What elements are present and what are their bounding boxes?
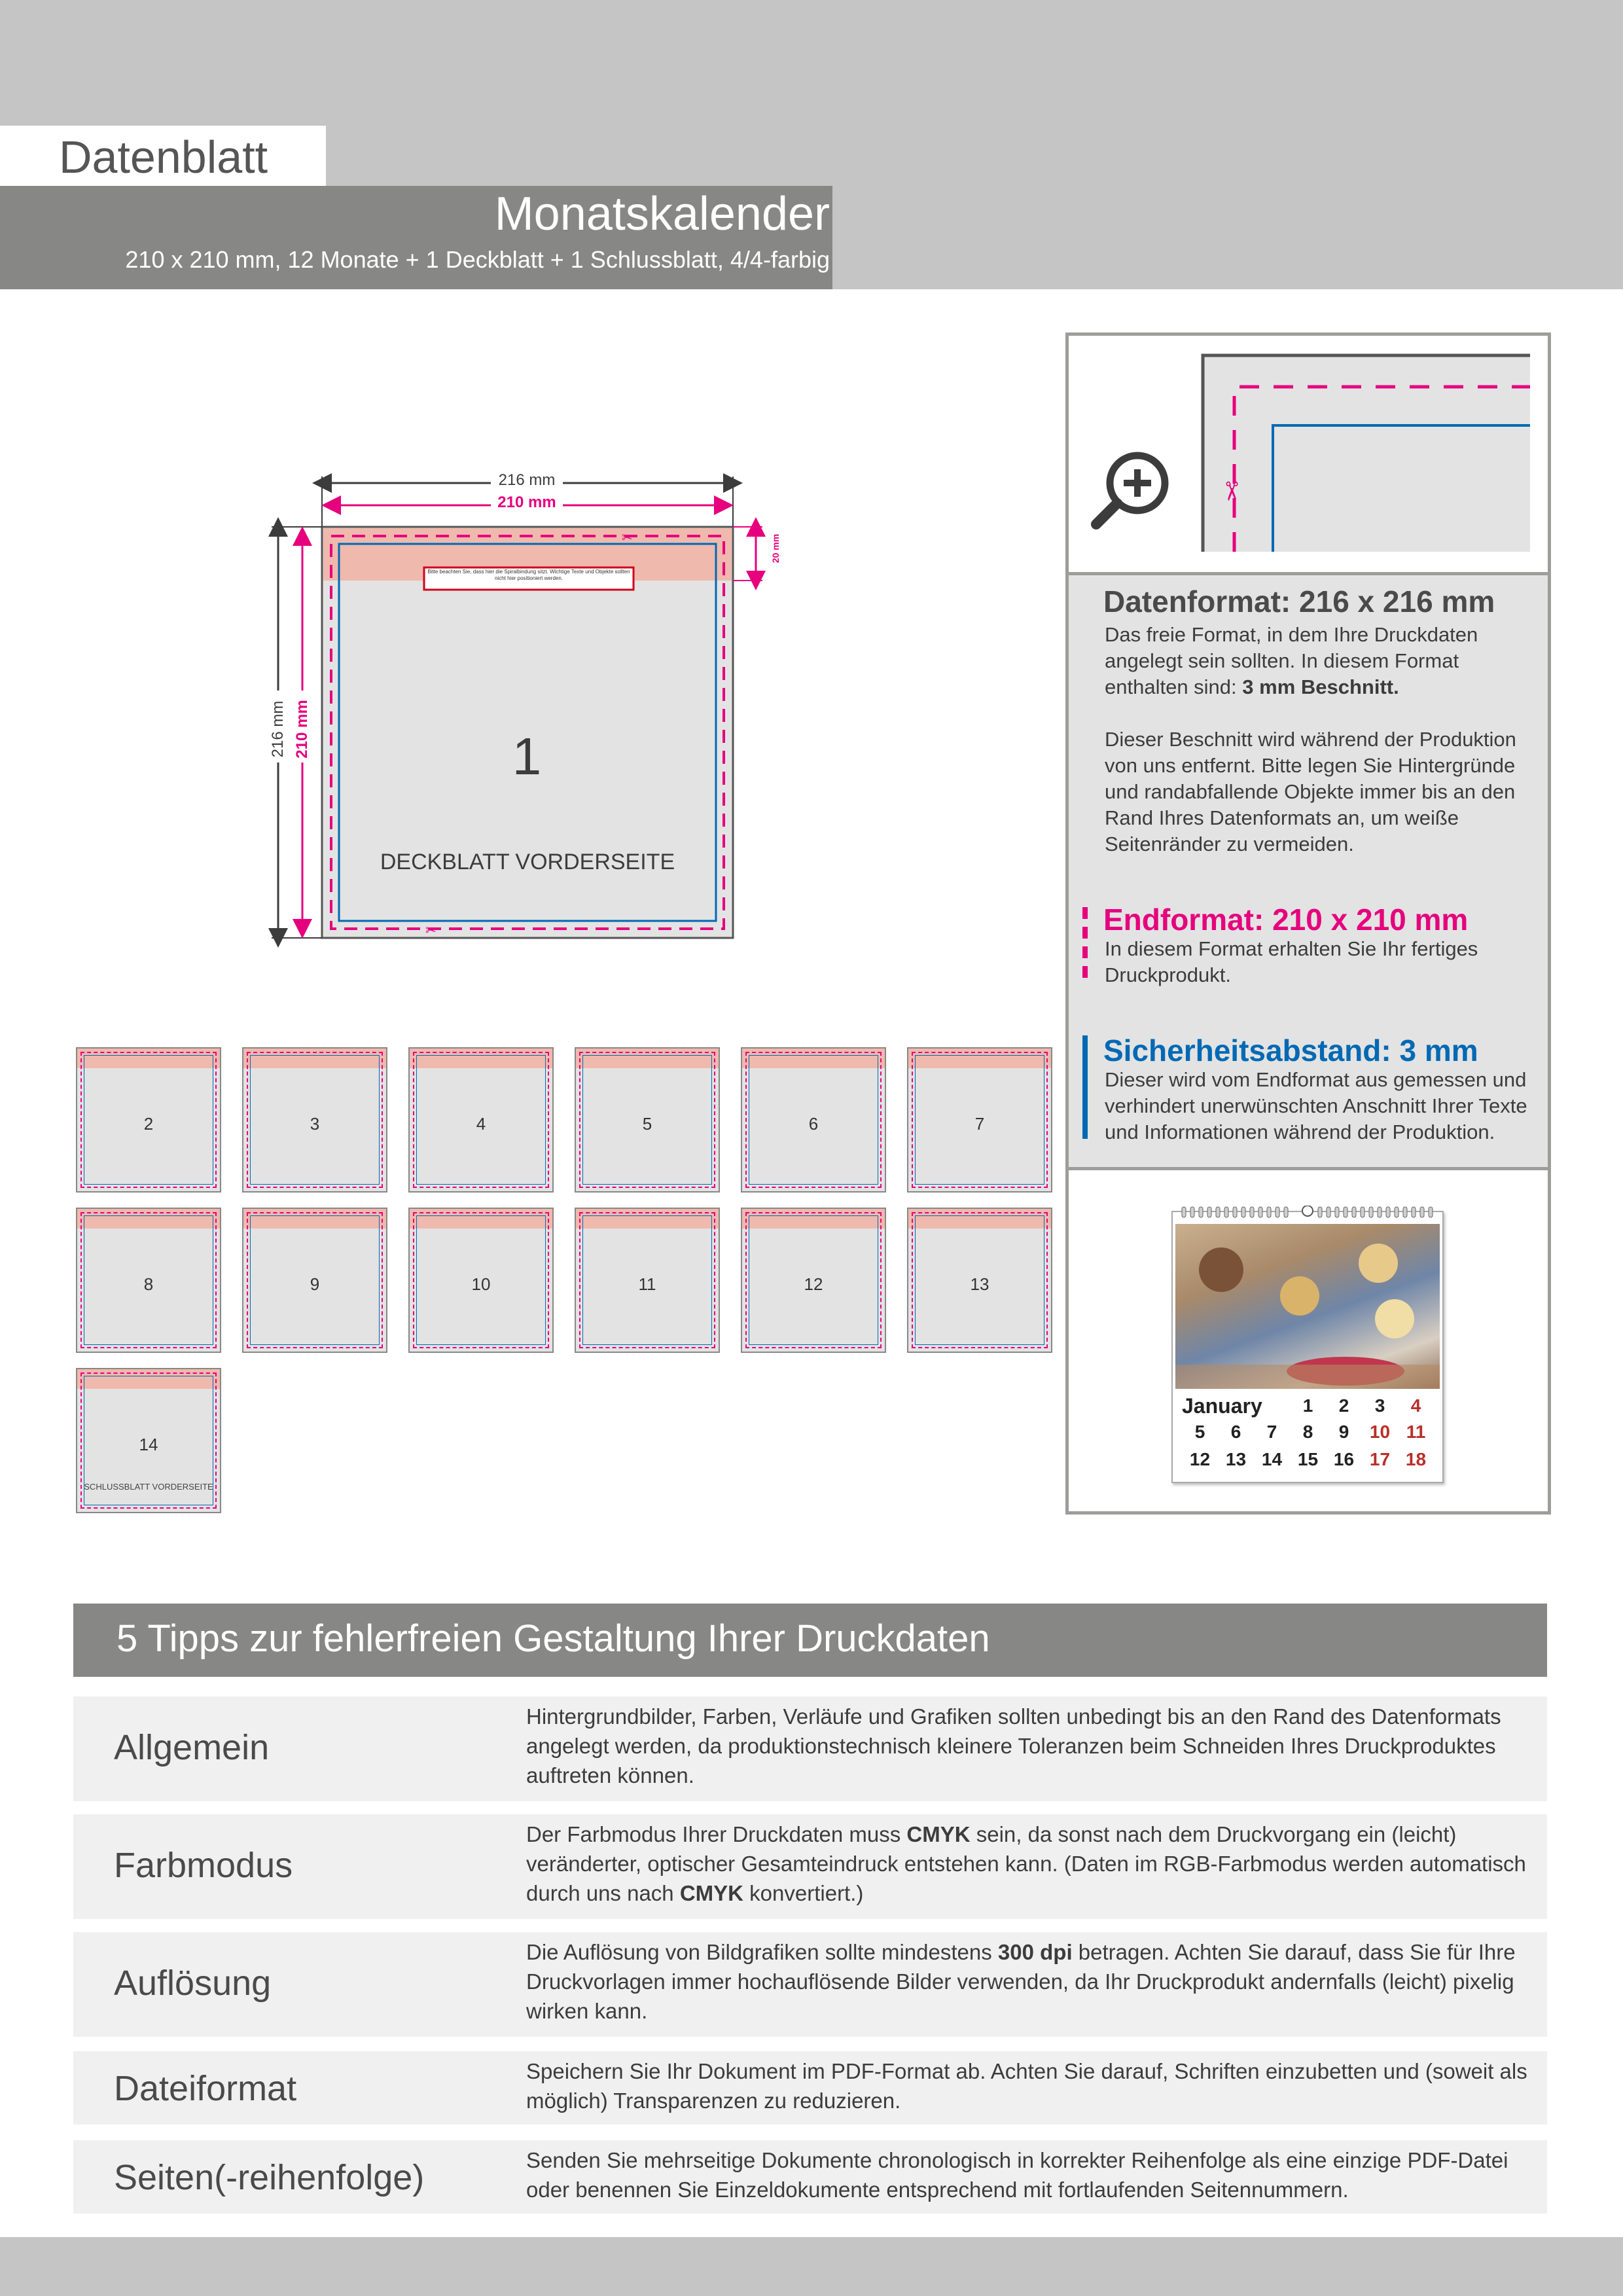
tip-name: Allgemein <box>114 1728 270 1767</box>
thumbnail-page-number: 3 <box>310 1114 320 1134</box>
dim-outer-width: 216 mm <box>498 471 556 489</box>
dim-inner-height: 210 mm <box>293 700 311 759</box>
calendar-day: 13 <box>1225 1449 1247 1469</box>
tip-row-dateiformat <box>73 2051 1547 2125</box>
calendar-day: 8 <box>1302 1422 1313 1442</box>
calendar-month-grid <box>1182 1394 1435 1477</box>
thumbnail-page-number: 10 <box>471 1274 491 1294</box>
sicherheit-title: Sicherheitsabstand: 3 mm <box>1103 1033 1478 1067</box>
tip-name: Seiten(-reihenfolge) <box>114 2158 425 2197</box>
dim-spiral: 20 mm <box>770 533 781 564</box>
thumbnail-page <box>408 1208 554 1353</box>
endformat-text: In diesem Format erhalten Sie Ihr fertiges Druckprodukt. <box>1105 937 1478 986</box>
thumbnail-page-number: 9 <box>310 1274 320 1294</box>
thumbnail-page-number: 2 <box>143 1114 154 1134</box>
tip-row-aufloesung <box>73 1932 1547 2037</box>
cover-label: DECKBLATT VORDERSEITE <box>380 850 675 874</box>
sicherheit-text: Dieser wird vom Endformat aus gemessen und verhindert unerwünschten Anschnitt Ihrer Texte und Informationen während der Produktion. <box>1105 1068 1527 1143</box>
spiral-binding <box>1173 1206 1442 1219</box>
tip-text: Hintergrundbilder, Farben, Verläufe und Grafiken sollten unbedingt bis an den Rand des Datenformats angelegt werden, da produktionstechnisch kleinere Toleranzen beim Schneiden Ihres Druckproduktes auftreten können. <box>526 1704 1501 1787</box>
tip-name: Farbmodus <box>114 1846 293 1885</box>
calendar-product-image <box>1171 1211 1444 1483</box>
tip-text <box>526 1820 1534 1908</box>
beschnitt-text: Dieser Beschnitt wird während der Produktion von uns entfernt. Bitte legen Sie Hintergründe und randabfallende Objekte immer bis an den Rand Ihres Datenformats an, um weiße Seitenränder zu vermeiden. <box>1105 728 1516 855</box>
tip-text: Senden Sie mehrseitige Dokumente chronologisch in korrekter Reihenfolge als eine einzige PDF-Datei oder benennen Sie Einzeldokumente entsprechend mit fortlaufenden Seitennummern. <box>526 2148 1508 2202</box>
tip-text-part: betragen. Achten Sie darauf, dass Sie für Ihre Druckvorlagen immer hochauflösende Bilder verwenden, da Ihr Druckprodukt andernfalls (leicht) pixelig wirken kann. <box>526 1940 1516 2023</box>
calendar-day: 5 <box>1194 1422 1205 1442</box>
calendar-day: 9 <box>1338 1422 1349 1442</box>
tip-text: Speichern Sie Ihr Dokument im PDF-Format ab. Achten Sie darauf, Schriften einzubetten und (soweit als möglich) Transparenzen zu reduzieren. <box>526 2059 1527 2113</box>
calendar-day: 4 <box>1410 1395 1421 1416</box>
datenformat-text-bold: 3 mm Beschnitt. <box>1242 675 1399 698</box>
page-number-1: 1 <box>512 727 542 785</box>
tip-text-part: Der Farbmodus Ihrer Druckdaten muss <box>526 1822 907 1846</box>
tip-name: Auflösung <box>114 1964 272 2003</box>
thumbnail-page <box>408 1047 554 1193</box>
endformat-title: Endformat: 210 x 210 mm <box>1103 903 1469 937</box>
thumbnail-page <box>741 1208 886 1353</box>
dim-outer-height: 216 mm <box>269 700 287 758</box>
thumbnail-page-number: 5 <box>642 1114 652 1134</box>
thumbnail-page-number: 14 <box>139 1435 158 1454</box>
calendar-day: 2 <box>1338 1395 1349 1416</box>
calendar-day: 6 <box>1230 1422 1241 1442</box>
thumbnail-page-number: 12 <box>804 1274 823 1294</box>
tip-text <box>526 1937 1534 2026</box>
tip-row-farbmodus <box>73 1814 1547 1919</box>
tip-text-part: Die Auflösung von Bildgrafiken sollte mindestens <box>526 1940 998 1964</box>
calendar-day: 11 <box>1406 1422 1426 1442</box>
thumbnail-page-number: 13 <box>970 1274 990 1294</box>
thumbnail-page <box>76 1208 221 1353</box>
sicherheit-marker <box>1082 1035 1088 1139</box>
family-photo <box>1175 1224 1440 1389</box>
tip-text-bold: CMYK <box>679 1881 743 1905</box>
endformat-marker <box>1082 907 1088 983</box>
thumbnail-page-number: 7 <box>974 1114 985 1134</box>
calendar-day: 18 <box>1405 1449 1427 1469</box>
tip-row-allgemein <box>73 1696 1547 1801</box>
calendar-day: 1 <box>1302 1395 1313 1416</box>
tip-text-part: sein, da sonst nach dem Druckvorgang ein (leicht) veränderter, optischer Gesamteindruck entstehen kann. (Daten im RGB-Farbmodus werden automatisch durch uns nach <box>526 1822 1526 1905</box>
tip-text-bold: 300 dpi <box>997 1940 1073 1964</box>
thumbnail-page <box>575 1047 720 1193</box>
page-title: Monatskalender <box>494 188 830 240</box>
datenformat-title: Datenformat: 216 x 216 mm <box>1103 584 1495 619</box>
tip-text-part: konvertiert.) <box>743 1881 864 1905</box>
thumbnail-page <box>76 1368 221 1513</box>
calendar-day: 3 <box>1374 1395 1385 1416</box>
calendar-day: 17 <box>1369 1449 1391 1469</box>
thumbnail-page-number: 11 <box>638 1274 656 1294</box>
thumbnail-page-number: 8 <box>143 1274 154 1294</box>
thumbnail-page <box>575 1208 720 1353</box>
dim-inner-width: 210 mm <box>497 493 556 511</box>
zoom-detail <box>1069 336 1548 570</box>
spiral-note-text: Bitte beachten Sie, dass hier die Spiralbindung sitzt. Wichtige Texte und Objekte sollten nicht hier positioniert werden. <box>427 569 630 581</box>
datenblatt-label: Datenblatt <box>59 132 268 183</box>
tip-text-bold: CMYK <box>906 1822 971 1846</box>
calendar-day: 15 <box>1297 1449 1319 1469</box>
footer-band <box>0 2237 1623 2296</box>
thumbnail-page <box>242 1208 387 1353</box>
zoom-in-icon <box>1096 456 1165 524</box>
calendar-day: 7 <box>1266 1422 1277 1442</box>
thumbnail-page <box>242 1047 387 1193</box>
scissors-icon: ✂ <box>622 529 633 545</box>
thumbnail-page-label: SCHLUSSBLATT VORDERSEITE <box>84 1482 213 1492</box>
calendar-day: 10 <box>1369 1422 1391 1442</box>
thumbnail-page-number: 4 <box>476 1114 486 1134</box>
scissors-icon: ✂ <box>1216 480 1246 503</box>
calendar-month-name: January <box>1182 1394 1262 1418</box>
format-diagram <box>249 458 798 956</box>
calendar-day: 12 <box>1189 1449 1211 1469</box>
thumbnail-page-number: 6 <box>808 1114 819 1134</box>
tips-title: 5 Tipps zur fehlerfreien Gestaltung Ihrer Druckdaten <box>116 1617 990 1660</box>
thumbnail-page <box>907 1208 1052 1353</box>
calendar-day: 16 <box>1333 1449 1355 1469</box>
photo-illustration <box>1175 1224 1440 1389</box>
page-subtitle: 210 x 210 mm, 12 Monate + 1 Deckblatt + 1 Schlussblatt, 4/4-farbig <box>125 246 830 273</box>
thumbnail-page <box>76 1047 221 1193</box>
calendar-day: 14 <box>1261 1449 1283 1469</box>
scissors-icon: ✂ <box>425 922 437 938</box>
thumbnail-page <box>907 1047 1052 1193</box>
thumbnail-page <box>741 1047 886 1193</box>
datenformat-text-body: Das freie Format, in dem Ihre Druckdaten angelegt sein sollten. In diesem Format enthalten sind: <box>1105 623 1478 698</box>
datenformat-text <box>1105 622 1524 700</box>
tip-row-seitenreihenfolge <box>73 2140 1547 2214</box>
tip-name: Dateiformat <box>114 2069 297 2108</box>
